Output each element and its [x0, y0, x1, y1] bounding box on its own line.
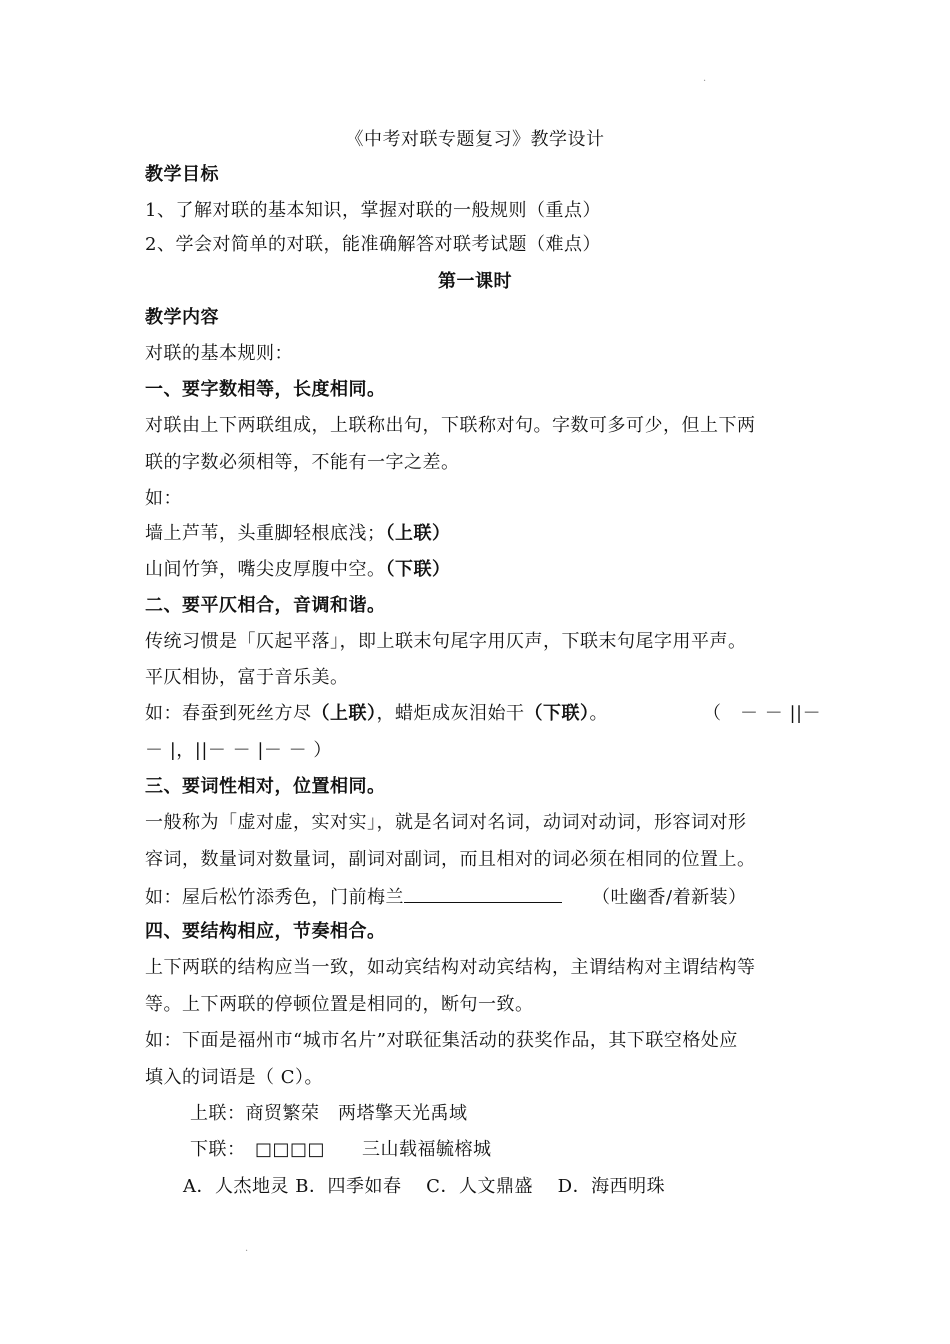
rule1-upper-text: 墙上芦苇，头重脚轻根底浅； — [145, 523, 386, 544]
rule2-tones-a: （ － － ||－ — [703, 703, 822, 724]
rule2-example-a-tag: （上联） — [311, 703, 377, 724]
rule1-heading: 一、要字数相等，长度相同。 — [145, 379, 386, 400]
rule3-example — [145, 884, 747, 910]
rule4-example-b: 填入的词语是（ C）。 — [145, 1067, 323, 1088]
rule4-upper-couplet: 上联：商贸繁荣 两塔擎天光禹域 — [190, 1103, 468, 1124]
rule1-text-a: 对联由上下两联组成，上联称出句，下联称对句。字数可多可少，但上下两 — [145, 415, 756, 436]
rules-intro: 对联的基本规则： — [145, 343, 293, 364]
rule2-example — [145, 702, 608, 726]
page-speck-top: · — [703, 76, 707, 87]
page-speck-bottom: · — [245, 1246, 249, 1257]
rule3-example-text: 如：屋后松竹添秀色，门前梅兰 — [145, 887, 404, 908]
rule4-options: A．人杰地灵 B．四季如春 C．人文鼎盛 D．海西明珠 — [183, 1176, 666, 1197]
goal-2: 2、学会对简单的对联，能准确解答对联考试题（难点） — [145, 234, 601, 255]
rule2-tones-b: － |，||－ － |－ － ） — [145, 740, 332, 761]
rule1-lower-text: 山间竹笋，嘴尖皮厚腹中空。 — [145, 559, 386, 580]
lesson-heading: 第一课时 — [438, 271, 512, 292]
goals-heading: 教学目标 — [145, 164, 219, 185]
rule1-example-lower — [145, 558, 451, 582]
rule1-text-b: 联的字数必须相等，不能有一字之差。 — [145, 452, 460, 473]
answer-blank — [404, 884, 562, 903]
rule4-text-b: 等。上下两联的停顿位置是相同的，断句一致。 — [145, 994, 534, 1015]
rule3-text-a: 一般称为「虚对虚，实对实」，就是名词对名词，动词对动词，形容词对形 — [145, 812, 747, 833]
rule4-lower-couplet: 下联： □□□□ 三山载福毓榕城 — [190, 1139, 492, 1160]
rule3-text-b: 容词，数量词对数量词，副词对副词，而且相对的词必须在相同的位置上。 — [145, 849, 756, 870]
rule4-heading: 四、要结构相应，节奏相合。 — [145, 921, 386, 942]
rule2-example-b-tag: （下联） — [524, 703, 590, 724]
goal-1: 1、了解对联的基本知识，掌握对联的一般规则（重点） — [145, 200, 601, 221]
rule1-example-label: 如： — [145, 488, 182, 509]
doc-title: 《中考对联专题复习》教学设计 — [345, 129, 605, 150]
rule3-example-options: （吐幽香/着新装） — [592, 887, 747, 908]
rule3-heading: 三、要词性相对，位置相同。 — [145, 776, 386, 797]
rule1-example-upper — [145, 522, 451, 546]
rule1-lower-tag: （下联） — [385, 559, 451, 580]
rule2-text-a: 传统习惯是「仄起平落」，即上联末句尾字用仄声，下联末句尾字用平声。 — [145, 631, 747, 652]
rule4-example-a: 如：下面是福州市“城市名片”对联征集活动的获奖作品，其下联空格处应 — [145, 1030, 738, 1051]
rule2-heading: 二、要平仄相合，音调和谐。 — [145, 595, 386, 616]
rule1-upper-tag: （上联） — [385, 523, 451, 544]
rule2-example-a: 如：春蚕到死丝方尽 — [145, 703, 312, 724]
rule2-example-b: ，蜡炬成灰泪始干 — [376, 703, 525, 724]
rule2-text-b: 平仄相协，富于音乐美。 — [145, 667, 349, 688]
rule4-text-a: 上下两联的结构应当一致，如动宾结构对动宾结构，主谓结构对主谓结构等 — [145, 957, 756, 978]
content-heading: 教学内容 — [145, 307, 219, 328]
rule2-example-end: 。 — [589, 703, 608, 724]
